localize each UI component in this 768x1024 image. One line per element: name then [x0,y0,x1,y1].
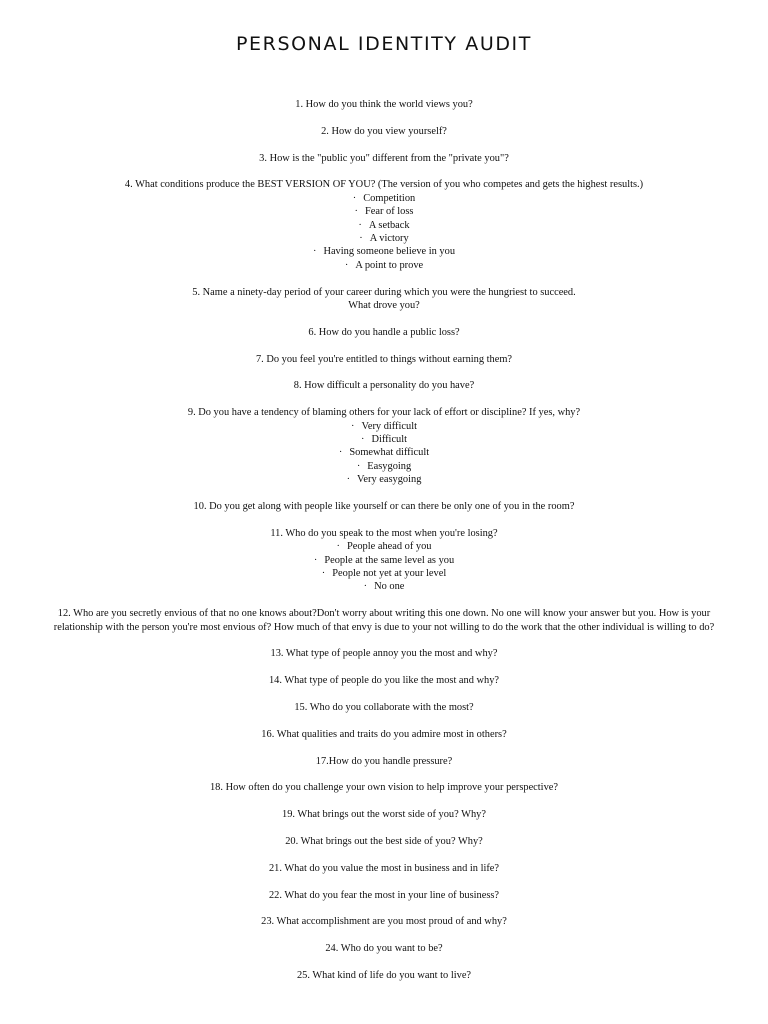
question-text: relationship with the person you're most envious of? How much of that envy is due to your not willing to do the work that the other individual is willing to do? [53,621,715,633]
question-text: 14. What type of people do you like the most and why? [268,675,500,687]
option-item: · No one [0,580,768,593]
option-item: · Competition [0,192,768,205]
question-text: 17.How do you handle pressure? [315,755,453,767]
option-item: · People ahead of you [0,540,768,553]
question-item [0,889,768,902]
question-text: What drove you? [348,300,420,312]
question-text: 24. Who do you want to be? [325,943,443,955]
question-text: 18. How often do you challenge your own vision to help improve your perspective? [209,782,558,794]
question-item [0,674,768,687]
option-item: · People not yet at your level [0,567,768,580]
question-item [0,379,768,392]
option-item: · Very difficult [0,420,768,433]
question-text: 22. What do you fear the most in your line of business? [268,889,500,901]
question-text: 9. Do you have a tendency of blaming others for your lack of effort or discipline? If yes, why? [187,407,581,419]
question-text: 3. How is the "public you" different from the "private you"? [259,152,509,164]
option-item: · Easygoing [0,460,768,473]
question-item [0,500,768,513]
question-item [0,178,768,272]
question-item [0,527,768,594]
option-list [0,540,768,594]
question-text: 13. What type of people annoy you the most and why? [270,648,498,660]
option-item: · Somewhat difficult [0,446,768,459]
question-text: 6. How do you handle a public loss? [308,326,460,338]
question-item [0,152,768,165]
question-item [0,835,768,848]
question-item [0,942,768,955]
question-text: 5. Name a ninety-day period of your career during which you were the hungriest to succeed. [192,286,576,298]
question-text: 10. Do you get along with people like yourself or can there be only one of you in the room? [193,501,575,513]
question-item [0,286,768,313]
question-text: 25. What kind of life do you want to live? [296,970,472,982]
option-item: · Fear of loss [0,205,768,218]
question-text: 23. What accomplishment are you most proud of and why? [261,916,507,928]
question-item [0,353,768,366]
option-list [0,420,768,487]
option-item: · Difficult [0,433,768,446]
question-text: 2. How do you view yourself? [321,125,447,137]
question-item [0,728,768,741]
question-item [0,647,768,660]
question-item [0,808,768,821]
option-item: · Having someone believe in you [0,245,768,258]
question-item [0,862,768,875]
question-text: 8. How difficult a personality do you have? [293,380,475,392]
option-item: · Very easygoing [0,473,768,486]
question-item [0,755,768,768]
question-text: 12. Who are you secretly envious of that no one knows about?Don't worry about writing this one down. No one will know your answer but you. How is your [57,608,711,620]
question-item [0,326,768,339]
option-list [0,192,768,272]
question-item [0,406,768,486]
question-text: 11. Who do you speak to the most when you're losing? [270,527,498,539]
option-item: · A setback [0,219,768,232]
option-item: · A victory [0,232,768,245]
page-title: PERSONAL IDENTITY AUDIT [236,33,532,55]
question-item [0,969,768,982]
question-text: 4. What conditions produce the BEST VERSION OF YOU? (The version of you who competes and gets the highest results.) [124,179,644,191]
question-list [0,98,768,982]
question-text: 21. What do you value the most in business and in life? [268,862,500,874]
question-item [0,915,768,928]
option-item: · A point to prove [0,259,768,272]
question-text: 19. What brings out the worst side of you? Why? [282,809,486,821]
question-text: 16. What qualities and traits do you admire most in others? [261,728,507,740]
option-item: · People at the same level as you [0,554,768,567]
question-item [0,781,768,794]
question-item [0,701,768,714]
question-text: 1. How do you think the world views you? [295,99,473,110]
question-text: 20. What brings out the best side of you? Why? [285,836,483,848]
question-item [0,607,768,634]
question-text: 15. Who do you collaborate with the most? [294,702,474,714]
question-item [0,125,768,138]
question-text: 7. Do you feel you're entitled to things without earning them? [255,353,513,365]
question-item [0,98,768,111]
